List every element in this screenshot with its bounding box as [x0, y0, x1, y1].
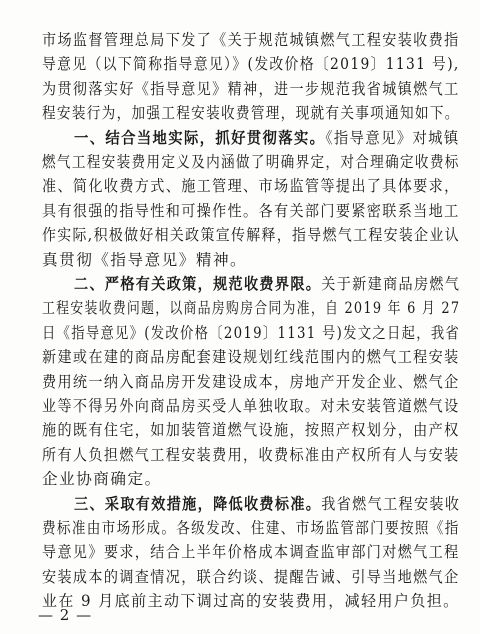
- line-text: 导意见》要求，结合上半年价格成本调查监审部门对燃气工程: [42, 543, 460, 562]
- line-text: 市场监督管理总局下发了《关于规范城镇燃气工程安装收费指: [42, 31, 460, 49]
- text-line: [74, 494, 460, 514]
- text-line: [42, 445, 460, 465]
- line-text: 具有很强的指导性和可操作性。各有关部门要紧密联系当地工: [42, 201, 460, 220]
- line-text: 真贯彻《指导意见》精神。: [42, 250, 248, 269]
- text-line: [42, 469, 162, 489]
- page-number: — 2 —: [38, 606, 93, 624]
- text-line: [42, 396, 460, 416]
- line-text: 《指导意见》对城镇: [325, 128, 460, 147]
- line-text: 程安装行为，加强工程安装收费管理，现就有关事项通知如下。: [42, 104, 460, 123]
- line-text: 施的既有住宅，如加装管道燃气设施，按照产权划分，由产权: [42, 421, 460, 440]
- text-line: [42, 30, 460, 50]
- line-text: 燃气工程安装费用定义及内涵做了明确界定，对合理确定收费标: [42, 153, 460, 171]
- line-text: 业在 9 月底前主动下调过高的安装费用，减轻用户负担。: [42, 592, 460, 611]
- text-line: [74, 128, 460, 148]
- section-heading: 二、严格有关政策，规范收费界限。: [74, 274, 322, 293]
- line-text: 准、简化收费方式、施工管理、市场监管等提出了具体要求，: [42, 177, 460, 196]
- text-line: [42, 372, 460, 392]
- line-text: 为贯彻落实好《指导意见》精神，进一步规范我省城镇燃气工: [42, 79, 460, 98]
- text-line: [42, 420, 460, 440]
- section-heading: 三、采取有效措施，降低收费标准。: [74, 493, 322, 513]
- line-text: 日《指导意见》(发改价格〔2019〕1131 号)发文之日起，我省: [42, 323, 461, 342]
- line-text: 新建或在建的商品房配套建设规划红线范围内的燃气工程安装: [42, 348, 460, 367]
- text-line: [42, 323, 460, 343]
- text-line: [42, 201, 460, 221]
- text-line: [42, 152, 460, 172]
- text-line: [42, 225, 460, 245]
- text-line: [42, 567, 460, 587]
- text-line: [42, 250, 247, 270]
- text-line: [42, 176, 460, 196]
- line-text: 费用统一纳入商品房开发建设成本，房地产开发企业、燃气企: [42, 372, 460, 391]
- text-line: [42, 347, 460, 367]
- line-text: 工程安装收费问题，以商品房购房合同为准，自 2019 年 6 月 27: [42, 299, 461, 318]
- line-text: 所有人负担燃气工程安装费用，收费标准由产权所有人与安装: [42, 445, 460, 464]
- line-text: 费标准由市场形成。各级发改、住建、市场监管部门要按照《指: [42, 519, 460, 537]
- text-line: [42, 518, 460, 538]
- text-line: [74, 274, 460, 294]
- line-text: 关于新建商品房燃气: [321, 275, 461, 293]
- text-line: [42, 591, 460, 611]
- text-line: [42, 542, 460, 562]
- text-line: [42, 54, 460, 74]
- text-line: [42, 79, 460, 99]
- line-text: 导意见（以下简称指导意见）》(发改价格〔2019〕1131 号),: [42, 55, 460, 74]
- line-text: 安装成本的调查情况，联合约谈、提醒告诫、引导当地燃气企: [42, 567, 460, 586]
- line-text: 企业协商确定。: [42, 470, 162, 489]
- text-line: [42, 103, 460, 123]
- section-heading: 一、结合当地实际，抓好贯彻落实。: [74, 127, 326, 147]
- line-text: 业等不得另外向商品房买受人单独收取。对未安装管道燃气设: [42, 397, 460, 415]
- line-text: 我省燃气工程安装收: [321, 494, 461, 513]
- line-text: 作实际,积极做好相关政策宣传解释，指导燃气工程安装企业认: [42, 226, 460, 245]
- text-line: [42, 298, 460, 318]
